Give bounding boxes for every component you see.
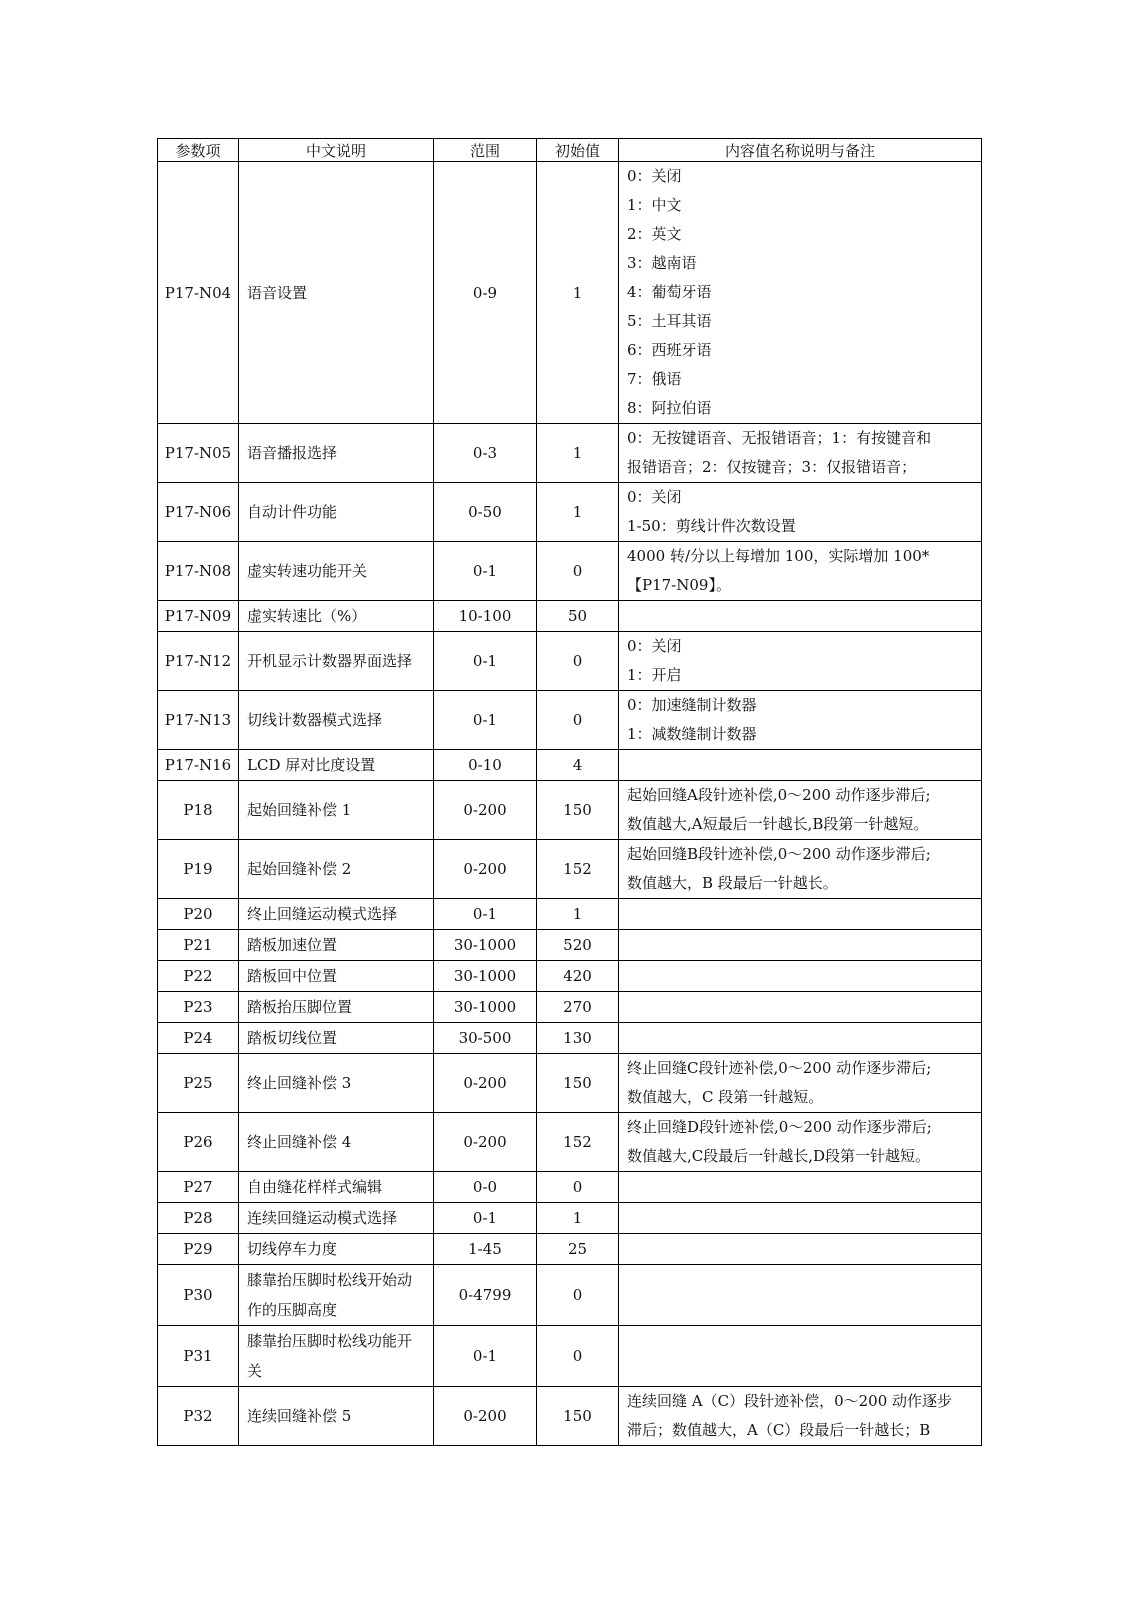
note-line: 0：无按键语音、无报错语音；1：有按键音和 [627,429,932,447]
param-code: P25 [158,1054,239,1113]
param-code: P30 [158,1265,239,1326]
param-notes [619,992,982,1023]
table-row [158,483,982,542]
param-range: 0-0 [434,1172,537,1203]
param-range: 30-500 [434,1023,537,1054]
param-description: 虚实转速功能开关 [239,542,434,601]
param-initial-value: 150 [537,1054,619,1113]
param-range: 0-1 [434,899,537,930]
param-notes [619,961,982,992]
param-notes [619,424,982,483]
param-range: 30-1000 [434,930,537,961]
param-description: 自由缝花样样式编辑 [239,1172,434,1203]
param-notes [619,691,982,750]
header-notes: 内容值名称说明与备注 [619,139,982,162]
param-range: 0-1 [434,691,537,750]
param-range: 10-100 [434,601,537,632]
param-description: 虚实转速比（%） [239,601,434,632]
param-notes [619,1172,982,1203]
param-description: 起始回缝补偿 1 [239,781,434,840]
param-description: 终止回缝运动模式选择 [239,899,434,930]
param-code: P22 [158,961,239,992]
table-row [158,750,982,781]
param-code: P24 [158,1023,239,1054]
param-initial-value: 25 [537,1234,619,1265]
table-row [158,1172,982,1203]
param-notes [619,162,982,424]
table-row [158,691,982,750]
param-range: 0-9 [434,162,537,424]
header-description: 中文说明 [239,139,434,162]
table-row [158,992,982,1023]
note-line: 数值越大,C段最后一针越长,D段第一针越短。 [627,1147,931,1165]
param-initial-value: 420 [537,961,619,992]
header-row [158,139,982,162]
note-line: 1：减数缝制计数器 [627,725,757,743]
param-initial-value: 0 [537,1172,619,1203]
param-notes [619,542,982,601]
param-initial-value: 152 [537,840,619,899]
note-line: 1-50：剪线计件次数设置 [627,517,796,535]
param-description: 踏板切线位置 [239,1023,434,1054]
note-line: 4000 转/分以上每增加 100，实际增加 100* [627,547,930,565]
param-notes [619,1054,982,1113]
param-range: 0-1 [434,542,537,601]
table-row [158,1234,982,1265]
param-range: 0-1 [434,1326,537,1387]
param-notes [619,1203,982,1234]
param-description: 踏板加速位置 [239,930,434,961]
param-initial-value: 4 [537,750,619,781]
param-range: 30-1000 [434,961,537,992]
param-description: 自动计件功能 [239,483,434,542]
table-row [158,899,982,930]
param-code: P17-N12 [158,632,239,691]
param-notes [619,601,982,632]
param-range: 0-4799 [434,1265,537,1326]
header-param: 参数项 [158,139,239,162]
table-row [158,424,982,483]
note-line: 6：西班牙语 [627,341,712,359]
note-line: 0：加速缝制计数器 [627,696,757,714]
param-notes [619,1326,982,1387]
note-line: 1：开启 [627,666,682,684]
param-description: 连续回缝补偿 5 [239,1387,434,1446]
table-row [158,930,982,961]
param-range: 30-1000 [434,992,537,1023]
note-line: 起始回缝A段针迹补偿,0～200 动作逐步滞后; [627,786,931,804]
param-range: 1-45 [434,1234,537,1265]
param-initial-value: 1 [537,1203,619,1234]
param-range: 0-3 [434,424,537,483]
param-description: 切线计数器模式选择 [239,691,434,750]
param-initial-value: 0 [537,542,619,601]
param-notes [619,899,982,930]
note-line: 报错语音；2：仅按键音；3：仅报错语音； [627,458,917,476]
param-range: 0-200 [434,1054,537,1113]
param-description: 踏板回中位置 [239,961,434,992]
param-initial-value: 152 [537,1113,619,1172]
param-description: 终止回缝补偿 4 [239,1113,434,1172]
param-notes [619,781,982,840]
param-description: 踏板抬压脚位置 [239,992,434,1023]
param-description: 切线停车力度 [239,1234,434,1265]
param-code: P23 [158,992,239,1023]
param-code: P18 [158,781,239,840]
param-code: P27 [158,1172,239,1203]
param-description: 起始回缝补偿 2 [239,840,434,899]
param-initial-value: 0 [537,1326,619,1387]
note-line: 0：关闭 [627,167,682,185]
note-line: 0：关闭 [627,637,682,655]
table-header [158,139,982,162]
note-line: 数值越大,A短最后一针越长,B段第一针越短。 [627,815,929,833]
table-row [158,542,982,601]
header-range: 范围 [434,139,537,162]
table-row [158,162,982,424]
param-code: P26 [158,1113,239,1172]
param-description: 连续回缝运动模式选择 [239,1203,434,1234]
note-line: 连续回缝 A（C）段针迹补偿，0～200 动作逐步 [627,1392,953,1410]
param-initial-value: 0 [537,1265,619,1326]
param-range: 0-1 [434,632,537,691]
table-row [158,1265,982,1326]
param-code: P32 [158,1387,239,1446]
param-code: P17-N09 [158,601,239,632]
param-code: P28 [158,1203,239,1234]
table-row [158,781,982,840]
parameter-table [157,138,982,1446]
param-code: P17-N06 [158,483,239,542]
param-range: 0-1 [434,1203,537,1234]
note-line: 5：土耳其语 [627,312,712,330]
param-initial-value: 50 [537,601,619,632]
param-description: 膝靠抬压脚时松线开始动作的压脚高度 [239,1265,434,1326]
note-line: 4：葡萄牙语 [627,283,712,301]
note-line: 起始回缝B段针迹补偿,0～200 动作逐步滞后; [627,845,931,863]
param-initial-value: 520 [537,930,619,961]
param-initial-value: 1 [537,424,619,483]
note-line: 【P17-N09】。 [627,576,731,594]
param-code: P17-N04 [158,162,239,424]
param-notes [619,750,982,781]
param-code: P29 [158,1234,239,1265]
note-line: 7：俄语 [627,370,682,388]
param-description: 膝靠抬压脚时松线功能开关 [239,1326,434,1387]
table-row [158,1326,982,1387]
param-code: P20 [158,899,239,930]
param-code: P19 [158,840,239,899]
note-line: 数值越大，C 段第一针越短。 [627,1088,824,1106]
param-description: LCD 屏对比度设置 [239,750,434,781]
table-row [158,601,982,632]
param-code: P31 [158,1326,239,1387]
note-line: 8：阿拉伯语 [627,399,712,417]
param-code: P21 [158,930,239,961]
table-row [158,961,982,992]
param-range: 0-10 [434,750,537,781]
param-description: 语音设置 [239,162,434,424]
param-code: P17-N05 [158,424,239,483]
param-range: 0-200 [434,1113,537,1172]
param-range: 0-200 [434,781,537,840]
note-line: 0：关闭 [627,488,682,506]
table-body [158,162,982,1446]
param-notes [619,1265,982,1326]
param-notes [619,1023,982,1054]
param-notes [619,1387,982,1446]
param-code: P17-N13 [158,691,239,750]
param-initial-value: 130 [537,1023,619,1054]
table-row [158,1113,982,1172]
table-row [158,1054,982,1113]
table-row [158,1203,982,1234]
param-initial-value: 0 [537,632,619,691]
param-notes [619,483,982,542]
note-line: 3：越南语 [627,254,697,272]
param-range: 0-200 [434,1387,537,1446]
param-range: 0-200 [434,840,537,899]
table-row [158,1387,982,1446]
param-notes [619,632,982,691]
table-row [158,632,982,691]
param-description: 语音播报选择 [239,424,434,483]
note-line: 终止回缝D段针迹补偿,0～200 动作逐步滞后; [627,1118,932,1136]
note-line: 2：英文 [627,225,682,243]
param-initial-value: 1 [537,899,619,930]
param-initial-value: 150 [537,781,619,840]
note-line: 数值越大，B 段最后一针越长。 [627,874,838,892]
param-notes [619,930,982,961]
note-line: 1：中文 [627,196,682,214]
param-code: P17-N08 [158,542,239,601]
param-initial-value: 150 [537,1387,619,1446]
param-description: 终止回缝补偿 3 [239,1054,434,1113]
param-notes [619,840,982,899]
param-initial-value: 1 [537,483,619,542]
note-line: 终止回缝C段针迹补偿,0～200 动作逐步滞后; [627,1059,932,1077]
param-description: 开机显示计数器界面选择 [239,632,434,691]
param-initial-value: 270 [537,992,619,1023]
param-notes [619,1113,982,1172]
param-initial-value: 1 [537,162,619,424]
param-code: P17-N16 [158,750,239,781]
table-row [158,840,982,899]
note-line: 滞后；数值越大，A（C）段最后一针越长；B [627,1421,931,1439]
param-initial-value: 0 [537,691,619,750]
param-notes [619,1234,982,1265]
param-range: 0-50 [434,483,537,542]
header-initial-value: 初始值 [537,139,619,162]
table-row [158,1023,982,1054]
